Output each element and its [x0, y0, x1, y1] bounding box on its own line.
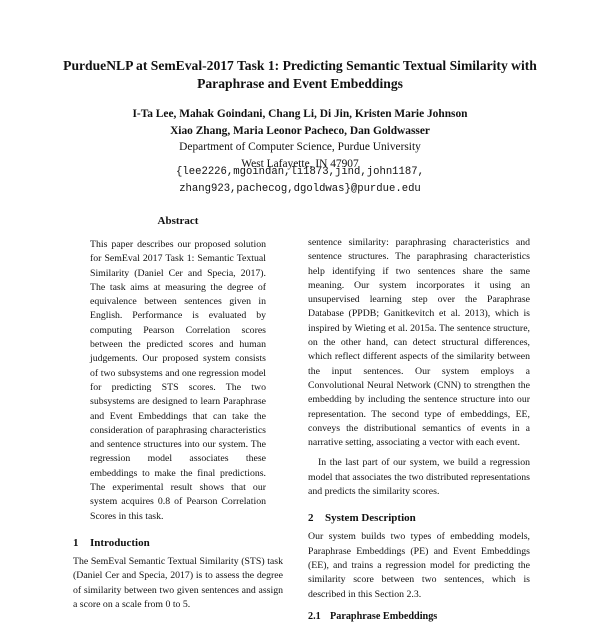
paper-title: PurdueNLP at SemEval-2017 Task 1: Predicting Semantic Textual Similarity with Paraphrase and Event Embeddings: [63, 58, 537, 91]
authors-line-1: I-Ta Lee, Mahak Goindani, Chang Li, Di Jin, Kristen Marie Johnson: [132, 108, 468, 120]
right-column: [308, 236, 530, 624]
emails-line-2: zhang923,pachecog,dgoldwas}@purdue.edu: [179, 183, 421, 195]
emails-line-1: {lee2226,mgoindan,li1873,jind,john1187,: [176, 166, 424, 178]
subsection-title: Paraphrase Embeddings: [330, 610, 438, 622]
subsection-number: 2.1: [308, 610, 321, 622]
location: West Lafayette, IN 47907: [241, 157, 359, 170]
system-description-text: Our system builds two types of embedding models, Paraphrase Embeddings (PE) and Event Embeddings (EE), and trains a regression model for predicting the similarity score between two sentences, which is described in this Section 2.3.: [308, 531, 530, 600]
abstract-heading: Abstract: [157, 215, 199, 227]
paragraph-sentence-similarity: sentence similarity: paraphrasing characteristics and sentence structures. The paraphrasing characteristics help identifying if two sentences share the same meaning. Our system incorporates it using an unsupervised learning step over the Paraphrase Database (PPDB; Ganitkevitch et al. 2013), which is inspired by Wieting et al. 2015a. The sentence structure, on the other hand, can detect structural differences, which reflect different aspects of the similarity between the input sentences. Our system employs a Convolutional Neural Network (CNN) to strengthen the embedding by including the sentence structure into our representation. The second type of embeddings, EE, conveys the distributional semantics of events in a narrative setting, associating a vector with each event.: [308, 237, 530, 449]
introduction-text: The SemEval Semantic Textual Similarity (STS) task (Daniel Cer and Specia, 2017) is to assess the degree of similarity between two given sentences and assign a score on a scale from 0 to 5.: [73, 555, 283, 610]
abstract-text: This paper describes our proposed solution for SemEval 2017 Task 1: Semantic Textual Similarity (Daniel Cer and Specia, 2017). The task aims at measuring the degree of equivalence between sentences given in English. Performance is evaluated by computing Pearson Correlation scores between the predicted scores and human judgements. Our proposed system consists of two subsystems and one regression model for predicting STS scores. The two subsystems are designed to learn Paraphrase and Event Embeddings that can take the consideration of paraphrasing characteristics and sentence structures into our system. The regression model associates these embeddings to make the final predictions. The experimental result shows that our system acquires 0.8 of Pearson Correlation Scores in this task.: [90, 239, 266, 522]
section-heading-introduction: [73, 536, 283, 551]
section-title: Introduction: [90, 536, 150, 549]
subsection-heading-paraphrase-embeddings: [308, 610, 530, 624]
email-list: [40, 164, 560, 198]
left-column: [73, 214, 283, 612]
section-number: 2: [308, 512, 314, 525]
section-number: 1: [73, 536, 79, 549]
author-list: [40, 106, 560, 140]
section-heading-system-description: [308, 511, 530, 526]
department: Department of Computer Science, Purdue University: [179, 141, 421, 153]
section-title: System Description: [325, 512, 416, 525]
paragraph-regression-model: In the last part of our system, we build a regression model that associates the two distributed representations and predicts the similarity scores.: [308, 457, 530, 498]
authors-line-2: Xiao Zhang, Maria Leonor Pacheco, Dan Goldwasser: [170, 125, 430, 137]
